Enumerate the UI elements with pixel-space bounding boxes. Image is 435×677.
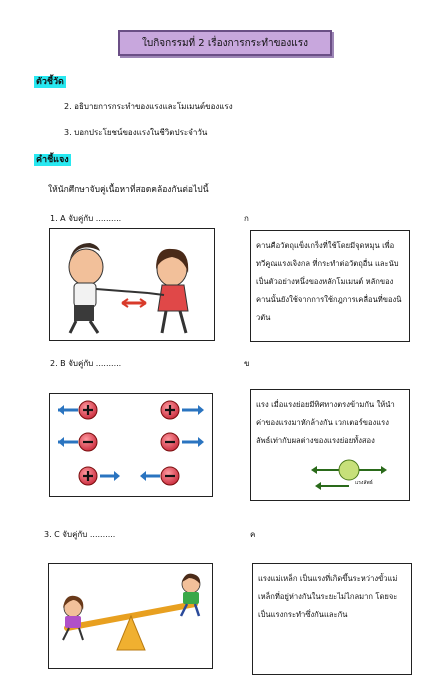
indicator-item: 3. บอกประโยชน์ของแรงในชีวิตประจำวัน <box>64 128 208 137</box>
question-b: 2. B จับคู่กับ .......... <box>50 359 122 368</box>
page-title <box>118 30 332 56</box>
question-a: 1. A จับคู่กับ .......... <box>50 214 122 223</box>
indicator-heading-text: ตัวชี้วัด <box>36 77 64 87</box>
answer-key-b: ข <box>244 359 250 368</box>
charges-illustration <box>50 394 212 496</box>
description-box-b <box>250 389 410 501</box>
instruction-heading <box>34 152 71 166</box>
instruction-heading-text: คำชี้แจง <box>36 155 69 165</box>
tug-of-war-image <box>49 228 215 341</box>
description-text: คานคือวัตถุแข็งเกร็งที่ใช้โดยมีจุดหมุน เพื่อทวีคูณแรงเจิงกล ที่กระทำต่อวัตถุอื่น และนับเป็นตัวอย่างหนึ่งของหลักโมเมนต์ หลักของคานนั้นยังใช้จากการใช้กฎการเคลื่อนที่ของนิวตัน <box>256 241 402 322</box>
seesaw-image <box>48 563 213 669</box>
answer-key-a: ก <box>244 214 249 223</box>
description-box-a <box>250 230 410 342</box>
indicator-heading <box>34 74 66 88</box>
charges-image <box>49 393 213 497</box>
tug-of-war-illustration <box>50 229 214 340</box>
resultant-force-diagram <box>309 458 391 498</box>
resultant-label: แรงลัพธ์ <box>355 480 373 486</box>
description-box-c <box>252 563 412 675</box>
seesaw-illustration <box>49 564 212 668</box>
title-text: ใบกิจกรรมที่ 2 เรื่องการกระทำของแรง <box>142 37 308 49</box>
question-c: 3. C จับคู่กับ .......... <box>44 530 116 539</box>
indicator-item: 2. อธิบายการกระทำของแรงและโมเมนต์ของแรง <box>64 102 233 111</box>
description-text: แรงแม่เหล็ก เป็นแรงที่เกิดขึ้นระหว่างขั้วแม่เหล็กที่อยู่ห่างกันในระยะไม่ไกลมาก โดยจะเป็นแรงกระทำซึ่งกันและกัน <box>258 574 398 619</box>
description-text: แรง เมื่อแรงย่อยมีทิศทางตรงข้ามกัน ให้นำค่าของแรงมาหักล้างกัน เวกเตอร์ของแรงลัพธ์เท่ากับผลต่างของแรงย่อยทั้งสอง <box>256 400 395 445</box>
answer-key-c: ค <box>250 530 256 539</box>
instruction-text: ให้นักศึกษาจับคู่เนื้อหาที่สอดคล้องกันต่อไปนี้ <box>48 185 209 195</box>
